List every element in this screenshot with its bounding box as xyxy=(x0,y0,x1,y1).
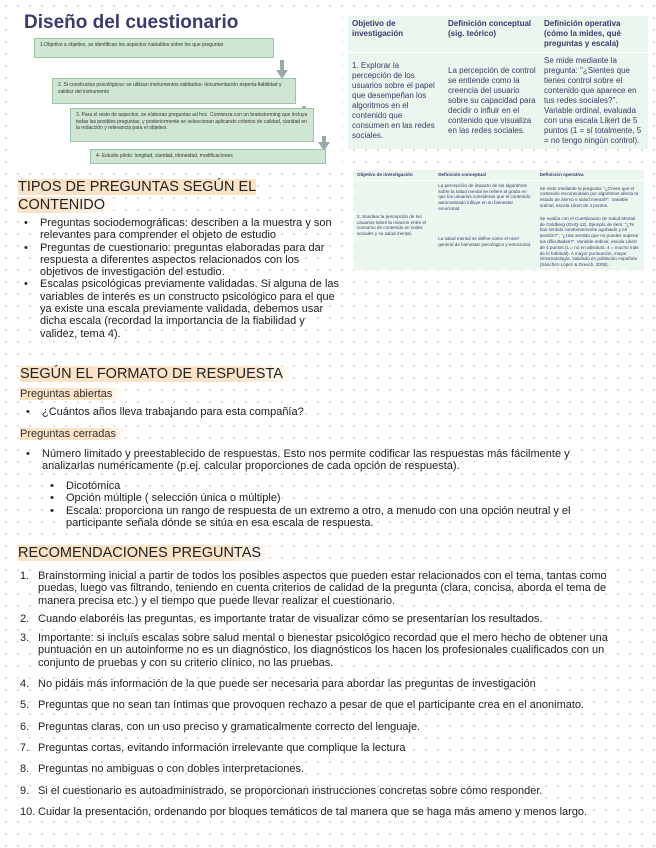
list-item: • Escalas psicológicas previamente validadas. Si alguna de las variables de interés es un constructo psicológico para el que ya existe una escala previamente validada, debemos usar dicha escala (recordad la importancia de la fiabilidad y validez, tema 4). xyxy=(18,278,344,339)
table-row xyxy=(348,53,648,150)
table-header: Definición conceptual (sig. teórico) xyxy=(444,16,540,53)
list-item: • Preguntas sociodemográficas: describen a la muestra y son relevantes para comprender el objeto de estudio xyxy=(18,217,344,242)
subheading-cerradas: Preguntas cerradas xyxy=(20,428,126,440)
list-item: 2. Cuando elaboréis las preguntas, es importante tratar de visualizar cómo se presentarían los resultados. xyxy=(20,612,543,625)
cerradas-list xyxy=(20,448,620,473)
list-item: 4. No pidáis más información de la que puede ser necesaria para abordar las preguntas de investigación xyxy=(20,678,536,691)
recomendaciones-list xyxy=(18,570,636,818)
operationalization-table-1 xyxy=(348,16,648,149)
table-cell: 2. Sondear la percepción de los usuarios sobre la relación entre el consumo de contenido en redes sociales y su salud mental. xyxy=(357,213,426,237)
cerradas-sublist xyxy=(44,480,618,529)
list-item: • Escala: proporciona un rango de respuesta de un extremo a otro, a menudo con una opción neutral y el participante señala dónde se sitúa en esa escala de respuesta. xyxy=(44,505,618,530)
section-heading-formato: SEGÚN EL FORMATO DE RESPUESTA xyxy=(20,366,297,382)
diagram-step-3: 3. Para el resto de aspectos, se elaboran preguntas ad hoc. Comienza con un brainstorming que incluya todas las posibles preguntas, y posteriormente se seleccionan aplicando criterios de calidad, claridad en la redacción y relevancia para el objetivo. xyxy=(70,108,314,142)
list-item: 1. Brainstorming inicial a partir de todos los posibles aspectos que pueden estar relacionados con el tema, tantas como puedas, luego vas filtrando, teniendo en cuenta criterios de calidad de la pregunta (clara, concisa, aborda el tema de manera precisa etc.) y el tiempo que puede llevar realizar el cuestionario. xyxy=(20,570,607,607)
table-cell: Se mide mediante la pregunta: "¿Sientes que tienes control sobre el contenido que aparece en tus redes sociales?". Variable ordinal, evaluada con una escala Likert de 5 puntos (1 = sí totalmente, 5 = no tengo ningún control). xyxy=(544,56,642,145)
table-header: Objetivo de investigación xyxy=(348,16,444,53)
flow-diagram xyxy=(14,8,342,168)
list-item: • Preguntas de cuestionario: preguntas elaboradas para dar respuesta a diferentes aspectos relacionados con los objetivos de investigación del estudio. xyxy=(18,242,344,279)
table-cell: Se evalúa con el Cuestionario de Salud Mental de Goldberg (GHQ-12). Ejemplo de ítem: "¿Te has sentido constantemente agobiado y en tensión?", "¿Has sentido que no puedes superar tus dificultades?". Variable ordinal, escala Likert de 4 puntos (1 = no en absoluto, 4 = mucho más de lo habitual). A mayor puntuación, mayor sintomatología. Validado en población española (Sánchez-López & Dresch, 2008). xyxy=(539,215,639,268)
list-item: 3. Importante: si incluís escalas sobre salud mental o bienestar psicológico recordad que el mero hecho de obtener una puntuación en un autoinforme no es un diagnóstico, los diagnósticos los hacen los profesionales cualificados con un conjunto de pruebas y con su criterio clínico, no las pruebas. xyxy=(20,632,608,669)
table-cell: La salud mental se define como el nivel general de bienestar psicológico y emocional. xyxy=(438,236,532,247)
table-cell: Se mide mediante la pregunta: "¿Crees que el contenido recomendado por algoritmos afecta tu estado de ánimo o salud mental?". Variable ordinal, escala Likert de 4 puntos. xyxy=(539,185,639,209)
diagram-title: Diseño del cuestionario xyxy=(24,12,239,33)
diagram-step-1: 1.Objetivo a objetivo, se identifican los aspectos /variables sobre los que preguntar xyxy=(34,38,274,58)
table-cell: 1. Explorar la percepción de los usuarios sobre el papel que desempeñan los algoritmos en el contenido que consumen en las redes sociales. xyxy=(352,61,435,140)
list-item: • Número limitado y preestablecido de respuestas. Esto nos permite codificar las respuestas más fácilmente y analizarlas numéricamente (p.ej. calcular proporciones de cada opción de respuesta). xyxy=(20,448,620,473)
diagram-step-2: 2. Si constructos psicológicos: se utilizan instrumentos validados- documentación experta-fiabilidad y validez del instrumento xyxy=(52,78,296,104)
diagram-connector xyxy=(280,60,284,70)
table-header: Definición operativa xyxy=(537,170,644,180)
tipos-list xyxy=(18,217,344,340)
table-cell: La percepción de impacto de los algoritmos sobre la salud mental se refiere al grado en que los usuarios consideran que el contenido automatizado influye en su bienestar emocional. xyxy=(438,182,531,211)
table-cell: La percepción de control se entiende como la creencia del usuario sobre su capacidad para decidir o influir en el contenido que visualiza en las redes sociales. xyxy=(448,66,536,135)
list-item: • Opción múltiple ( selección única o múltiple) xyxy=(44,492,618,504)
list-item: 9. Si el cuestionario es autoadministrado, se proporcionan instrucciones concretas sobre cómo responder. xyxy=(20,784,543,797)
list-item: 7. Preguntas cortas, evitando información irrelevante que complique la lectura xyxy=(20,741,406,754)
table-header: Definición operativa (cómo la mides, qué preguntas y escala) xyxy=(540,16,648,53)
list-item: 5. Preguntas que no sean tan íntimas que provoquen rechazo a pesar de que el participante crea en el anonimato. xyxy=(20,699,585,712)
abiertas-list xyxy=(20,406,620,418)
list-item: • Dicotómica xyxy=(44,480,618,492)
table-header: Definición conceptual xyxy=(435,170,537,180)
table-row xyxy=(354,180,644,213)
table-header: Objetivo de investigación xyxy=(354,170,435,180)
subheading-abiertas: Preguntas abiertas xyxy=(20,388,122,400)
list-item: • ¿Cuántos años lleva trabajando para esta compañía? xyxy=(20,406,620,418)
list-item: 10. Cuidar la presentación, ordenando por bloques temáticos de tal manera que se haga más ameno y menos largo. xyxy=(20,805,588,818)
operationalization-table-2 xyxy=(354,170,644,270)
section-heading-recomendaciones: RECOMENDACIONES PREGUNTAS xyxy=(18,545,275,561)
list-item: 8. Preguntas no ambiguas o con dobles interpretaciones. xyxy=(20,763,305,776)
diagram-step-4: 4- Estudio piloto: longitud, claridad, idoneidad, modificaciones xyxy=(90,149,326,164)
list-item: 6. Preguntas claras, con un uso preciso y gramaticalmente correcto del lenguaje. xyxy=(20,720,421,733)
section-heading-tipos: TIPOS DE PREGUNTAS SEGÚN EL CONTENIDO xyxy=(18,179,257,213)
